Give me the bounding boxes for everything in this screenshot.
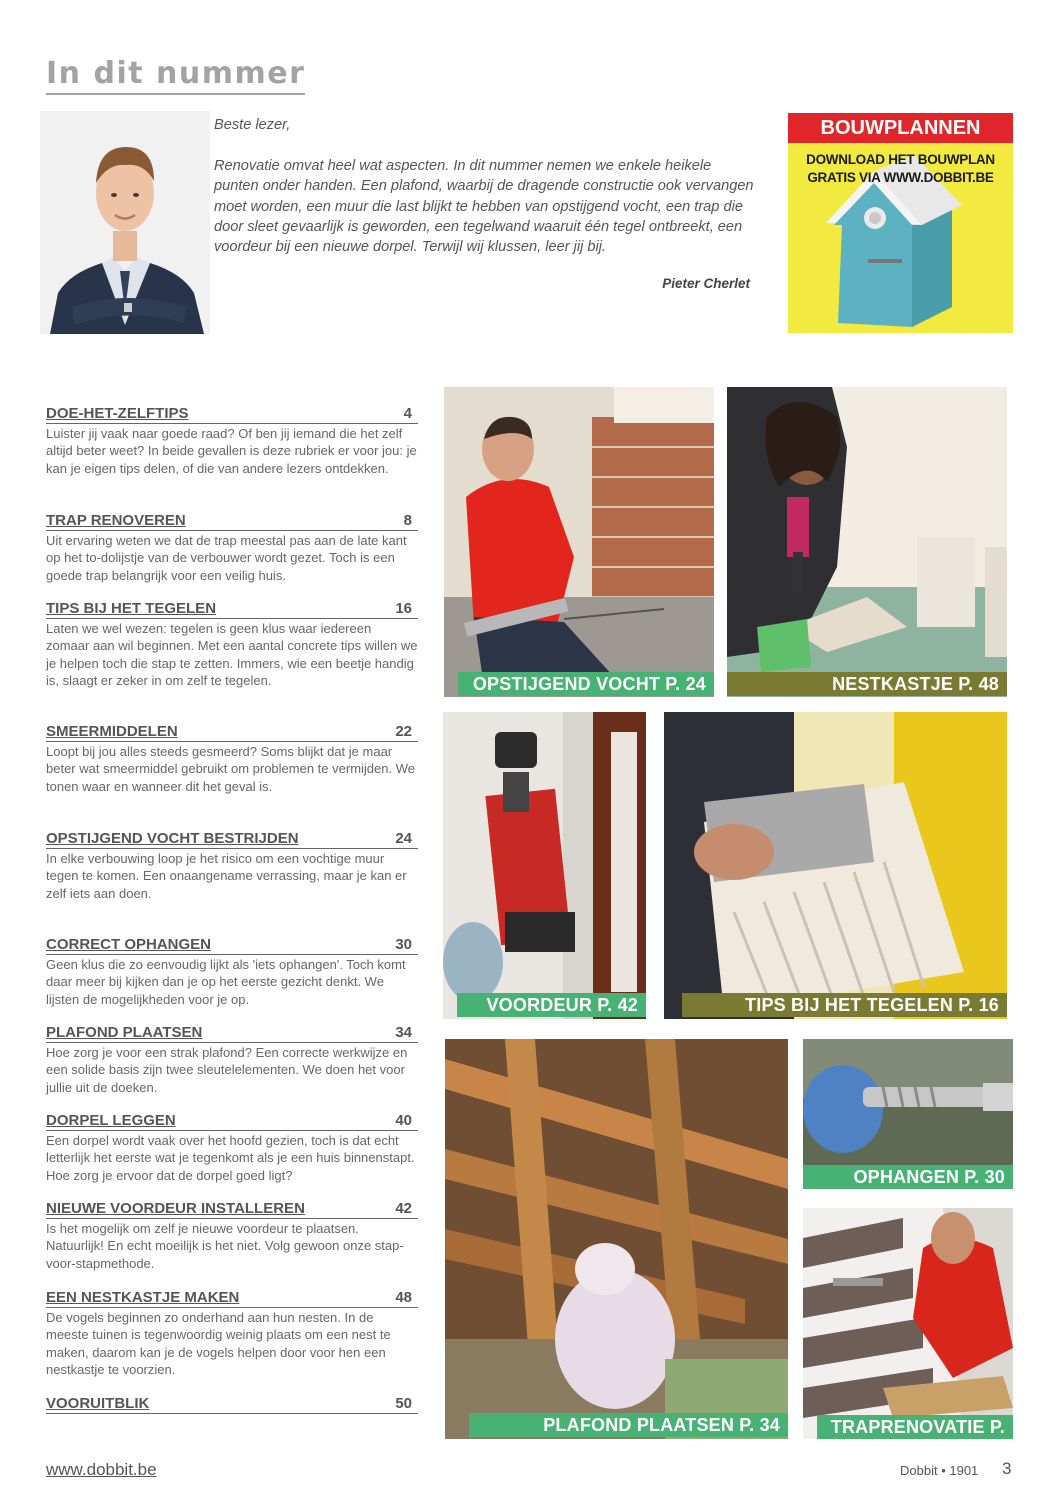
toc-title[interactable]: PLAFOND PLAATSEN [46,1024,203,1041]
toc-page: 30 [395,936,412,953]
toc-title[interactable]: SMEERMIDDELEN [46,723,178,740]
toc-entry-tips-bij-het-tegelen[interactable] [46,599,418,690]
caption-plafond: PLAFOND PLAATSEN P. 34 [469,1413,788,1437]
toc-entry-plafond-plaatsen[interactable] [46,1023,418,1096]
toc-title[interactable]: CORRECT OPHANGEN [46,936,212,953]
toc-title[interactable]: TRAP RENOVEREN [46,512,186,529]
toc-entry-correct-ophangen[interactable] [46,935,418,1008]
toc-entry-trap-renoveren[interactable] [46,511,418,584]
editorial-text [214,115,759,278]
editor-photo [40,111,210,334]
caption-tegelen: TIPS BIJ HET TEGELEN P. 16 [682,993,1007,1017]
toc-entry-vooruitblik[interactable] [46,1394,418,1414]
toc-title[interactable]: DOE-HET-ZELFTIPS [46,405,189,422]
editorial-body: Renovatie omvat heel wat aspecten. In dit nummer nemen we enkele heikele punten onder handen. Een plafond, waarbij de dragende constructie ook vervangen moet worden, een muur die last blijkt te hebben van opstijgend vocht, een trap die door sleet gevaarlijk is geworden, een tegelwand waaruit één tegel ontbreekt, een voordeur bij een nieuwe dorpel. Terwijl wij klussen, leer jij bij. [214,157,754,256]
toc-page: 22 [395,723,412,740]
page-number: 3 [1002,1459,1012,1478]
photo-tegelen[interactable] [664,712,1007,1019]
toc-description: Hoe zorg je voor een strak plafond? Een correcte werkwijze en een solide basis zijn twee sleutelelementen. We doen het voor jullie uit de doeken. [46,1045,408,1095]
caption-voordeur: VOORDEUR P. 42 [457,993,646,1017]
toc-description: De vogels beginnen zo onderhand aan hun nesten. In de meeste tuinen is tegenwoordig weinig plaats om een nest te maken, daarom kan je de vogels helpen door voor hen een nestkastje te voorzien. [46,1310,391,1378]
toc-description: In elke verbouwing loop je het risico om een vochtige muur tegen te komen. Een onaangename verrassing, maar je kan er zelf iets aan doen. [46,851,407,901]
toc-page: 34 [395,1024,412,1041]
editorial-greeting: Beste lezer, [214,117,291,133]
toc-title[interactable]: EEN NESTKASTJE MAKEN [46,1289,240,1306]
ad-title: BOUWPLANNEN [788,113,1013,143]
caption-opstijgend-vocht: OPSTIJGEND VOCHT P. 24 [458,672,714,696]
footer-url[interactable]: www.dobbit.be [46,1460,157,1479]
photo-nestkastje[interactable] [727,387,1007,697]
toc-title[interactable]: NIEUWE VOORDEUR INSTALLEREN [46,1200,305,1217]
photo-voordeur[interactable] [443,712,646,1019]
birdhouse-icon [788,113,1013,333]
toc-entry-smeermiddelen[interactable] [46,722,418,795]
toc-entry-nestkastje[interactable] [46,1288,418,1379]
caption-trap: TRAPRENOVATIE P. 8 [817,1415,1013,1439]
toc-description: Luister jij vaak naar goede raad? Of ben jij iemand die het zelf altijd beter weet? In beide gevallen is deze rubriek er voor jou: je kan je eigen tips delen, of die van andere lezers ontdekken. [46,426,417,476]
caption-nestkastje: NESTKASTJE P. 48 [727,672,1007,696]
toc-page: 16 [395,600,412,617]
toc-entry-doe-het-zelftips[interactable] [46,404,418,477]
title-underline [46,93,305,95]
toc-description: Een dorpel wordt vaak over het hoofd gezien, toch is dat echt letterlijk het eerste wat je tegenkomt als je een huis binnenstapt. Hoe zorg je ervoor dat de dorpel goed ligt? [46,1133,415,1183]
bouwplannen-ad[interactable] [788,113,1013,333]
toc-page: 24 [395,830,412,847]
footer-issue: Dobbit • 1901 [900,1463,979,1478]
caption-ophangen: OPHANGEN P. 30 [803,1165,1013,1189]
toc-page: 48 [395,1289,412,1306]
toc-page: 4 [403,405,412,422]
toc-entry-dorpel-leggen[interactable] [46,1111,418,1184]
toc-title[interactable]: VOORUITBLIK [46,1395,150,1412]
ad-line-1: DOWNLOAD HET BOUWPLAN [806,152,995,167]
toc-description: Loopt bij jou alles steeds gesmeerd? Soms blijkt dat je maar beter wat smeermiddel gebruikt om problemen te vermijden. We tonen waar en wanneer dit het geval is. [46,744,415,794]
toc-title[interactable]: OPSTIJGEND VOCHT BESTRIJDEN [46,830,299,847]
toc-title[interactable]: DORPEL LEGGEN [46,1112,176,1129]
ad-line-2: GRATIS VIA WWW.DOBBIT.BE [807,170,994,185]
photo-plafond[interactable] [445,1039,788,1439]
photo-opstijgend-vocht[interactable] [444,387,714,697]
page-title: In dit nummer [46,56,306,91]
toc-description: Geen klus die zo eenvoudig lijkt als 'iets ophangen'. Toch komt daar meer bij kijken dan je op het eerste gezicht denkt. We lijsten de mogelijkheden voor je op. [46,957,406,1007]
toc-description: Uit ervaring weten we dat de trap meestal pas aan de late kant op het to-dolijstje van de verbouwer wordt gezet. Toch is een goede trap belangrijk voor een veilig huis. [46,533,407,583]
toc-entry-opstijgend-vocht[interactable] [46,829,418,902]
toc-description: Laten we wel wezen: tegelen is geen klus waar iedereen zomaar aan wil beginnen. Met een aantal concrete tips willen we je helpen toch die stap te zetten. Immers, wie een beetje handig is, slaagt er zeker in om zelf te tegelen. [46,621,418,689]
photo-ophangen[interactable] [803,1039,1013,1189]
toc-page: 40 [395,1112,412,1129]
toc-page: 50 [395,1395,412,1412]
toc-title[interactable]: TIPS BIJ HET TEGELEN [46,600,217,617]
editorial-signature: Pieter Cherlet [662,276,750,291]
toc-description: Is het mogelijk om zelf je nieuwe voordeur te plaatsen. Natuurlijk! En echt moeilijk is het niet. Volg gewoon onze stap-voor-stapmethode. [46,1221,404,1271]
toc-entry-nieuwe-voordeur[interactable] [46,1199,418,1272]
photo-trap[interactable] [803,1208,1013,1461]
toc-page: 8 [403,512,412,529]
toc-page: 42 [395,1200,412,1217]
ad-text [788,151,1013,187]
